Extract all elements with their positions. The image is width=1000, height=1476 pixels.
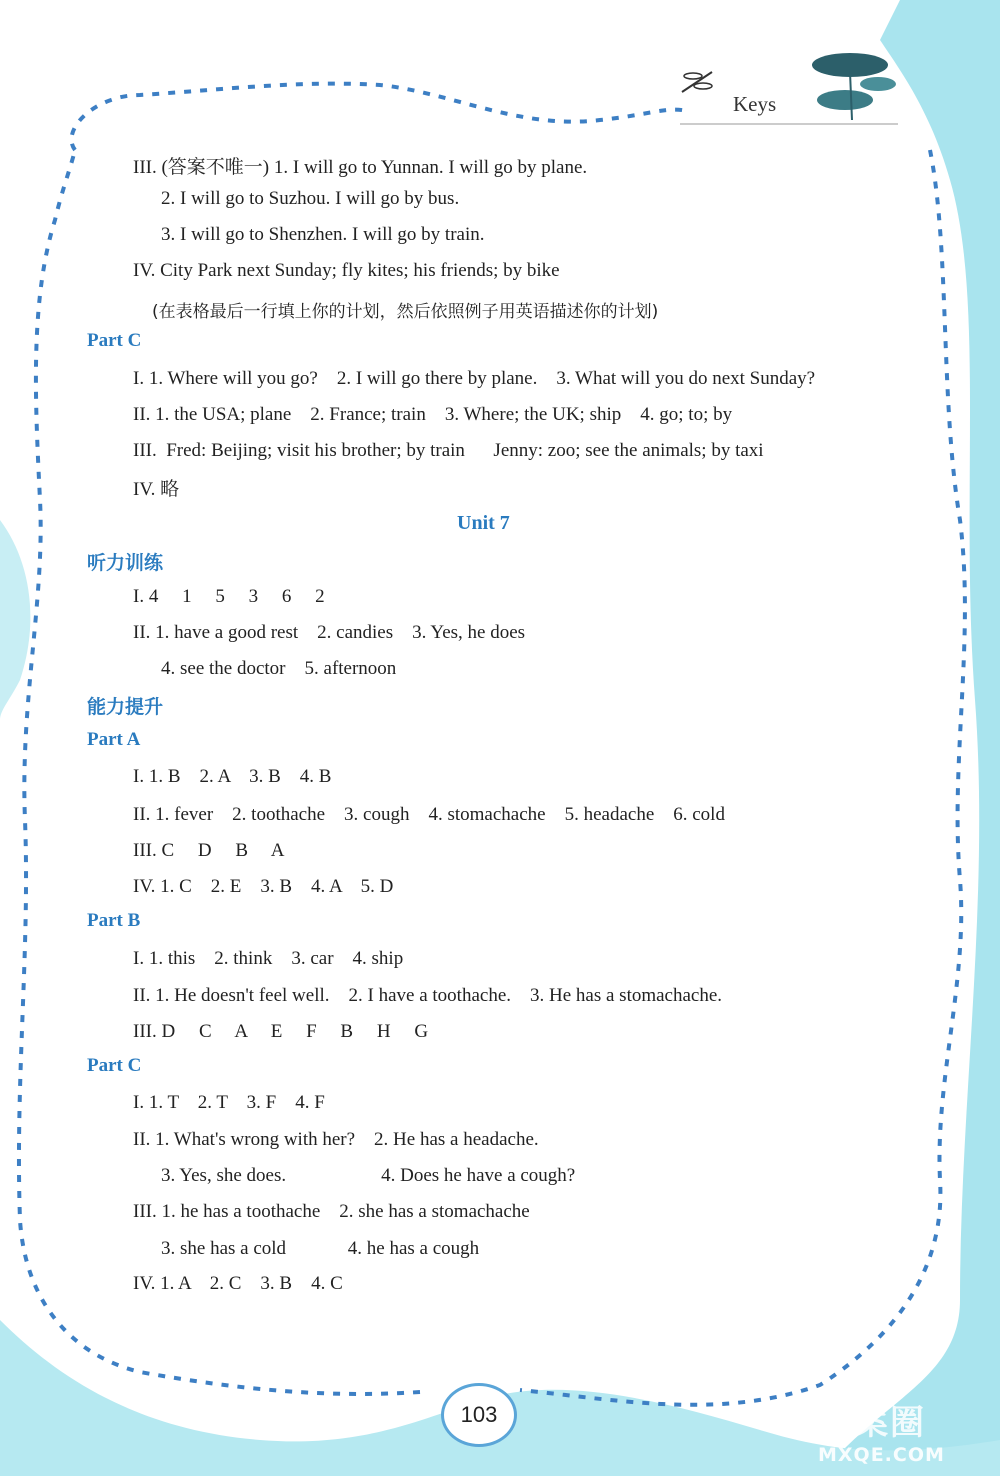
section-heading: 能力提升 bbox=[87, 697, 164, 718]
answer-line: II. 1. have a good rest 2. candies 3. Yes, he does bbox=[133, 622, 526, 643]
answer-line: IV. 1. C 2. E 3. B 4. A 5. D bbox=[133, 876, 394, 897]
answer-line: IV. 1. A 2. C 3. B 4. C bbox=[133, 1273, 343, 1294]
answer-line: II. 1. What's wrong with her? 2. He has a headache. bbox=[133, 1129, 539, 1150]
answer-line: 3. she has a cold 4. he has a cough bbox=[161, 1238, 480, 1259]
section-heading: 听力训练 bbox=[87, 553, 164, 574]
cyan-wave-right bbox=[820, 0, 1000, 1476]
answer-line: 2. I will go to Suzhou. I will go by bus. bbox=[161, 188, 460, 209]
watermark-logo bbox=[818, 1395, 988, 1470]
dragonfly-icon bbox=[682, 72, 712, 92]
unit-title: Unit 7 bbox=[457, 512, 510, 534]
header-title: Keys bbox=[733, 92, 777, 116]
section-heading: Part A bbox=[87, 729, 141, 750]
answer-line: III. (答案不唯一) 1. I will go to Yunnan. I will go by plane. bbox=[133, 157, 588, 178]
cyan-wave-left bbox=[0, 520, 30, 720]
answer-line: 4. see the doctor 5. afternoon bbox=[161, 658, 397, 679]
watermark-bottom: MXQE.COM bbox=[818, 1444, 945, 1466]
answer-line: I. 1. B 2. A 3. B 4. B bbox=[133, 766, 332, 787]
section-heading: Part C bbox=[87, 1055, 142, 1076]
answer-line: II. 1. the USA; plane 2. France; train 3. Where; the UK; ship 4. go; to; by bbox=[133, 404, 733, 425]
answer-line: II. 1. He doesn't feel well. 2. I have a toothache. 3. He has a stomachache. bbox=[133, 985, 723, 1006]
answer-line: IV. 略 bbox=[133, 479, 180, 500]
answer-line: III. D C A E F B H G bbox=[133, 1021, 429, 1042]
section-heading: Part C bbox=[87, 330, 142, 351]
answer-line: 3. Yes, she does. 4. Does he have a cough? bbox=[161, 1165, 576, 1186]
answer-line: IV. City Park next Sunday; fly kites; his friends; by bike bbox=[133, 260, 560, 281]
answer-line: 3. I will go to Shenzhen. I will go by train. bbox=[161, 224, 485, 245]
answer-line: III. 1. he has a toothache 2. she has a stomachache bbox=[133, 1201, 530, 1222]
answer-line: I. 1. Where will you go? 2. I will go there by plane. 3. What will you do next Sunday? bbox=[133, 368, 816, 389]
lotus-leaf-icon bbox=[812, 53, 896, 120]
page-number: 103 bbox=[441, 1383, 517, 1447]
instruction-note: (在表格最后一行填上你的计划，然后依照例子用英语描述你的计划) bbox=[152, 302, 659, 322]
watermark-top: 答案圈 bbox=[818, 1403, 926, 1443]
answer-line: I. 4 1 5 3 6 2 bbox=[133, 586, 325, 607]
answer-line: III. Fred: Beijing; visit his brother; by train Jenny: zoo; see the animals; by taxi bbox=[133, 440, 764, 461]
section-heading: Part B bbox=[87, 910, 141, 931]
answer-line: I. 1. this 2. think 3. car 4. ship bbox=[133, 948, 404, 969]
answer-line: II. 1. fever 2. toothache 3. cough 4. stomachache 5. headache 6. cold bbox=[133, 804, 725, 825]
answer-line: III. C D B A bbox=[133, 840, 285, 861]
answer-line: I. 1. T 2. T 3. F 4. F bbox=[133, 1092, 325, 1113]
